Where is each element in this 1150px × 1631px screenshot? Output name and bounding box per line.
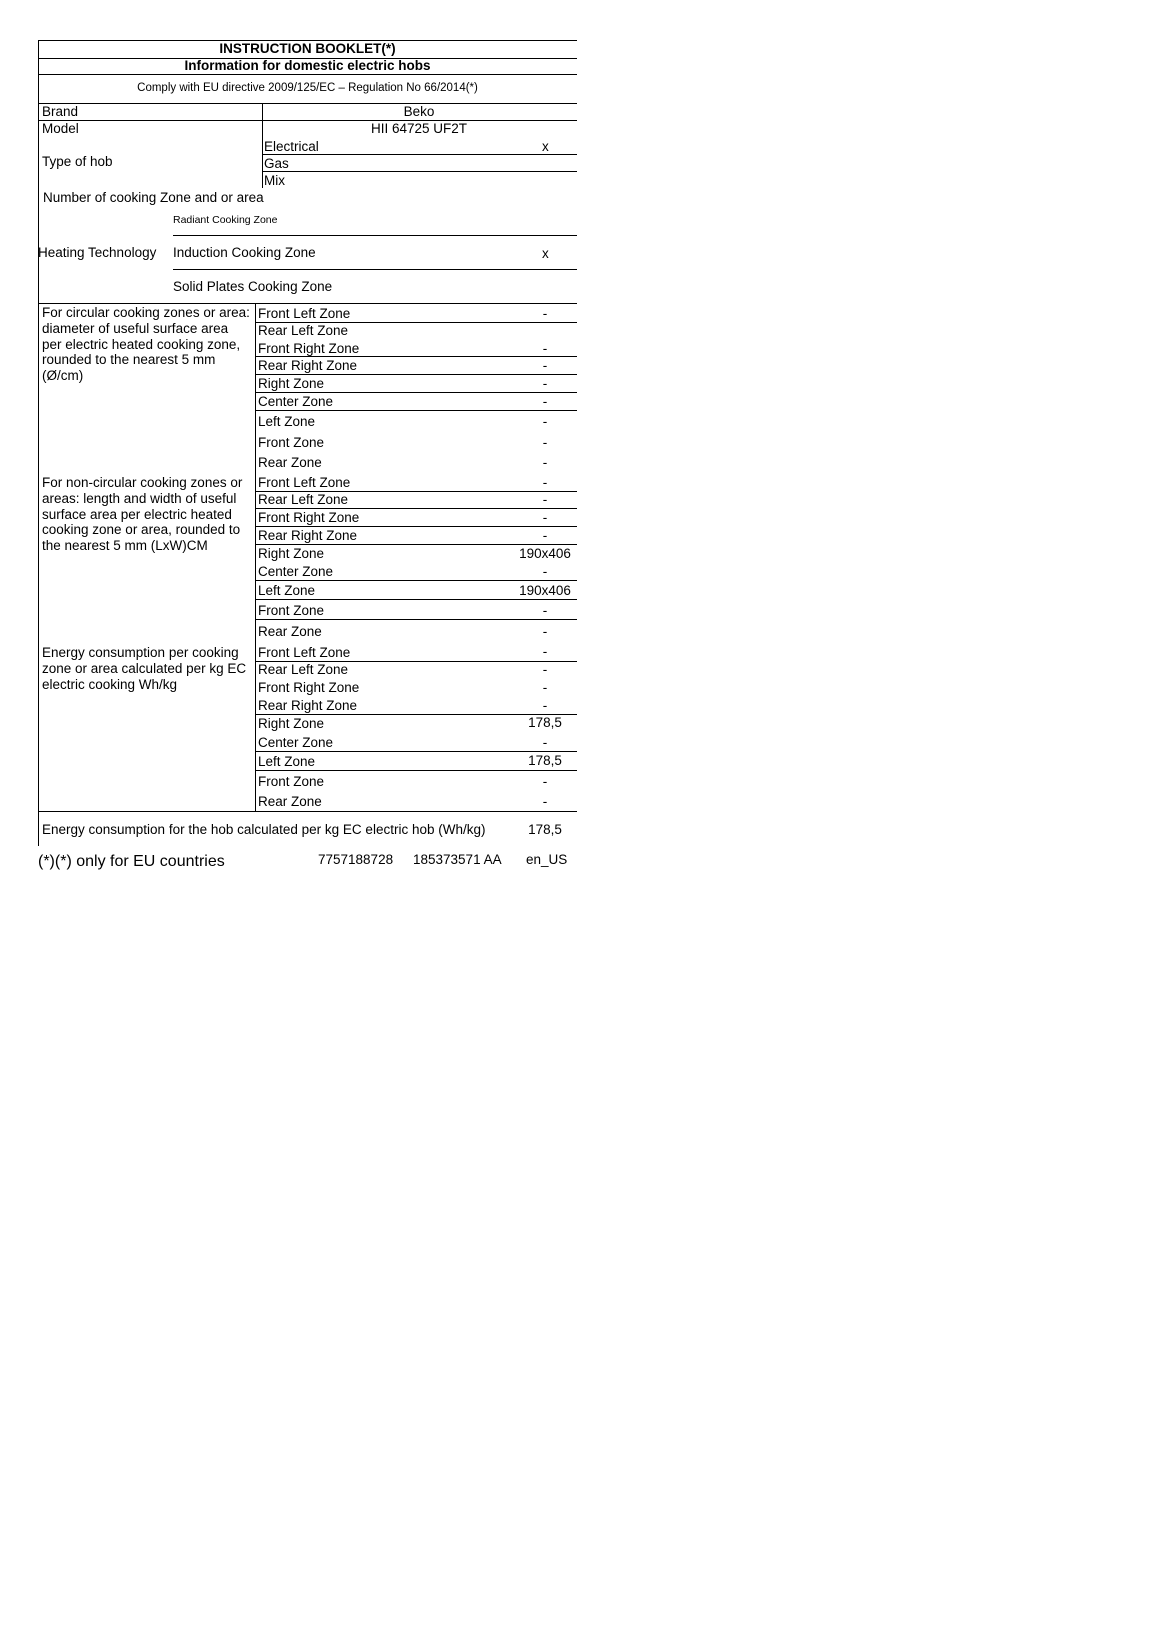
rule: [256, 508, 577, 509]
table-border-left: [38, 40, 39, 846]
zone-name: Left Zone: [258, 414, 316, 429]
hob-type-option: Mix: [264, 173, 285, 188]
heating-tech-option: Induction Cooking Zone: [173, 245, 316, 260]
zone-name: Rear Right Zone: [258, 698, 358, 713]
zone-value: -: [542, 475, 548, 490]
zone-value: 190x406: [519, 546, 571, 561]
zone-name: Right Zone: [258, 716, 325, 731]
cooking-zone-count-label: Number of cooking Zone and or area: [43, 190, 264, 205]
zone-value: -: [542, 774, 548, 789]
rule: [173, 235, 577, 236]
rule: [38, 303, 577, 304]
column-divider: [255, 303, 256, 811]
zone-value: -: [542, 455, 548, 470]
zone-name: Rear Left Zone: [258, 492, 349, 507]
hob-type-option: Gas: [264, 156, 289, 171]
rule: [256, 751, 577, 752]
zone-name: Rear Zone: [258, 455, 322, 470]
column-divider: [262, 103, 263, 188]
model-value: HII 64725 UF2T: [370, 121, 468, 136]
zone-value: -: [542, 698, 548, 713]
zone-value: 190x406: [519, 583, 571, 598]
hob-type-label: Type of hob: [42, 154, 113, 169]
hob-energy-label: Energy consumption for the hob calculated per kg EC electric hob (Wh/kg): [42, 822, 486, 837]
brand-label: Brand: [42, 104, 79, 119]
heating-tech-mark: x: [542, 246, 549, 261]
zone-name: Front Right Zone: [258, 341, 360, 356]
rule: [256, 544, 577, 545]
rule: [256, 374, 577, 375]
hob-type-mark: x: [542, 139, 549, 154]
zone-name: Front Right Zone: [258, 680, 360, 695]
circular-zones-label: For circular cooking zones or area: diameter of useful surface area per electric heated cooking zone, rounded to the nearest 5 mm (Ø/cm): [42, 305, 250, 384]
rule: [256, 770, 577, 771]
zone-value: 178,5: [528, 753, 562, 768]
zone-value: -: [542, 680, 548, 695]
rule: [256, 392, 577, 393]
zone-value: -: [542, 564, 548, 579]
energy-per-zone-label: Energy consumption per cooking zone or area calculated per kg EC electric cooking Wh/kg: [42, 645, 247, 692]
rule: [38, 103, 577, 104]
zone-name: Front Right Zone: [258, 510, 360, 525]
directive-text: Comply with EU directive 2009/125/EC – Regulation No 66/2014(*): [137, 82, 478, 94]
rule: [256, 356, 577, 357]
zone-name: Left Zone: [258, 583, 316, 598]
zone-name: Right Zone: [258, 376, 325, 391]
zone-name: Front Left Zone: [258, 645, 351, 660]
zone-value: -: [542, 794, 548, 809]
heating-tech-label: Heating Technology: [38, 245, 157, 260]
zone-value: -: [542, 624, 548, 639]
footer-code: 7757188728: [318, 852, 394, 867]
brand-value: Beko: [403, 104, 435, 119]
rule: [38, 120, 577, 121]
zone-name: Left Zone: [258, 754, 316, 769]
rule: [256, 599, 577, 600]
zone-value: -: [542, 735, 548, 750]
footer-code: 185373571 AA: [413, 852, 502, 867]
rule: [38, 811, 577, 812]
zone-name: Front Zone: [258, 435, 325, 450]
zone-name: Right Zone: [258, 546, 325, 561]
heating-tech-option: Solid Plates Cooking Zone: [173, 279, 333, 294]
zone-name: Rear Right Zone: [258, 358, 358, 373]
zone-name: Rear Zone: [258, 624, 322, 639]
zone-value: -: [542, 435, 548, 450]
rule: [256, 526, 577, 527]
zone-name: Center Zone: [258, 394, 334, 409]
footer-note: (*)(*) only for EU countries: [38, 853, 225, 870]
zone-value: -: [542, 492, 548, 507]
zone-name: Rear Right Zone: [258, 528, 358, 543]
zone-name: Front Left Zone: [258, 306, 351, 321]
rule: [173, 269, 577, 270]
zone-name: Rear Left Zone: [258, 662, 349, 677]
zone-value: -: [542, 662, 548, 677]
zone-value: -: [542, 603, 548, 618]
zone-name: Front Zone: [258, 603, 325, 618]
zone-value: -: [542, 510, 548, 525]
zone-value: -: [542, 341, 548, 356]
document-title: INSTRUCTION BOOKLET(*): [219, 41, 396, 56]
zone-name: Rear Left Zone: [258, 323, 349, 338]
document-subtitle: Information for domestic electric hobs: [184, 58, 431, 73]
footer-locale: en_US: [526, 852, 568, 867]
zone-name: Center Zone: [258, 564, 334, 579]
heating-tech-option: Radiant Cooking Zone: [173, 214, 278, 226]
zone-value: -: [542, 414, 548, 429]
zone-value: 178,5: [528, 715, 562, 730]
rule: [256, 410, 577, 411]
rule: [263, 154, 577, 155]
rule: [38, 74, 577, 75]
zone-name: Front Zone: [258, 774, 325, 789]
zone-value: -: [542, 644, 548, 659]
zone-name: Rear Zone: [258, 794, 322, 809]
rule: [263, 171, 577, 172]
zone-name: Center Zone: [258, 735, 334, 750]
zone-value: -: [542, 528, 548, 543]
rule: [256, 580, 577, 581]
zone-name: Front Left Zone: [258, 475, 351, 490]
zone-value: -: [542, 306, 548, 321]
zone-value: -: [542, 376, 548, 391]
model-label: Model: [42, 121, 79, 136]
rule: [256, 619, 577, 620]
zone-value: -: [542, 358, 548, 373]
hob-type-option: Electrical: [264, 139, 319, 154]
hob-energy-value: 178,5: [528, 822, 562, 837]
non-circular-zones-label: For non-circular cooking zones or areas: length and width of useful surface area per electric heated cooking zone or area, rounded to the nearest 5 mm (LxW)CM: [42, 475, 243, 554]
zone-value: -: [542, 394, 548, 409]
